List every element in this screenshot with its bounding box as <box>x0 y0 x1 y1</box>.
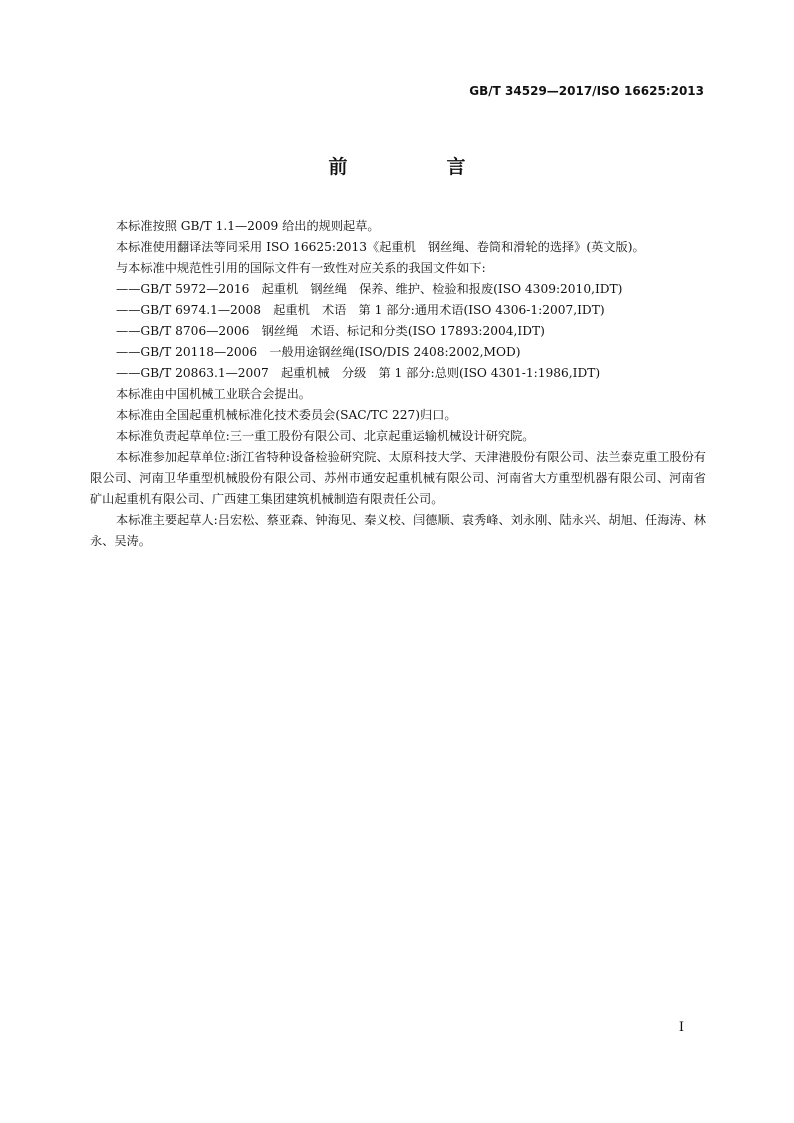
paragraph-participating-units: 本标准参加起草单位:浙江省特种设备检验研究院、太原科技大学、天津港股份有限公司、法兰泰克重工股份有限公司、河南卫华重型机械股份有限公司、苏州市通安起重机械有限公司、河南省大方重型机器有限公司、河南省矿山起重机有限公司、广西建工集团建筑机械制造有限责任公司。 <box>90 450 706 506</box>
paragraph-under-jurisdiction: 本标准由全国起重机械标准化技术委员会(SAC/TC 227)归口。 <box>116 408 457 422</box>
page-title: 前 言 <box>328 156 506 178</box>
paragraph-references-intro: 与本标准中规范性引用的国际文件有一致性对应关系的我国文件如下: <box>116 261 486 275</box>
paragraph-proposed-by: 本标准由中国机械工业联合会提出。 <box>116 387 311 401</box>
paragraph-drafting-rules: 本标准按照 GB/T 1.1—2009 给出的规则起草。 <box>116 219 380 233</box>
paragraph-adoption: 本标准使用翻译法等同采用 ISO 16625:2013《起重机 钢丝绳、卷筒和滑轮的选择》(英文版)。 <box>116 240 645 254</box>
reference-item: ——GB/T 20118—2006 一般用途钢丝绳(ISO/DIS 2408:2002,MOD) <box>116 345 521 359</box>
reference-item: ——GB/T 20863.1—2007 起重机械 分级 第 1 部分:总则(ISO 4301-1:1986,IDT) <box>116 366 601 380</box>
reference-item: ——GB/T 6974.1—2008 起重机 术语 第 1 部分:通用术语(ISO 4306-1:2007,IDT) <box>116 303 605 317</box>
foreword-body <box>90 216 706 552</box>
reference-item: ——GB/T 8706—2006 钢丝绳 术语、标记和分类(ISO 17893:2004,IDT) <box>116 324 545 338</box>
paragraph-lead-drafting-unit: 本标准负责起草单位:三一重工股份有限公司、北京起重运输机械设计研究院。 <box>116 429 535 443</box>
page-number: I <box>678 1020 684 1035</box>
reference-item: ——GB/T 5972—2016 起重机 钢丝绳 保养、维护、检验和报废(ISO 4309:2010,IDT) <box>116 282 623 296</box>
paragraph-main-drafters: 本标准主要起草人:吕宏松、蔡亚森、钟海见、秦义校、闫德顺、袁秀峰、刘永刚、陆永兴、胡旭、任海涛、林永、吴涛。 <box>90 513 706 548</box>
standard-code: GB/T 34529—2017/ISO 16625:2013 <box>469 84 704 98</box>
